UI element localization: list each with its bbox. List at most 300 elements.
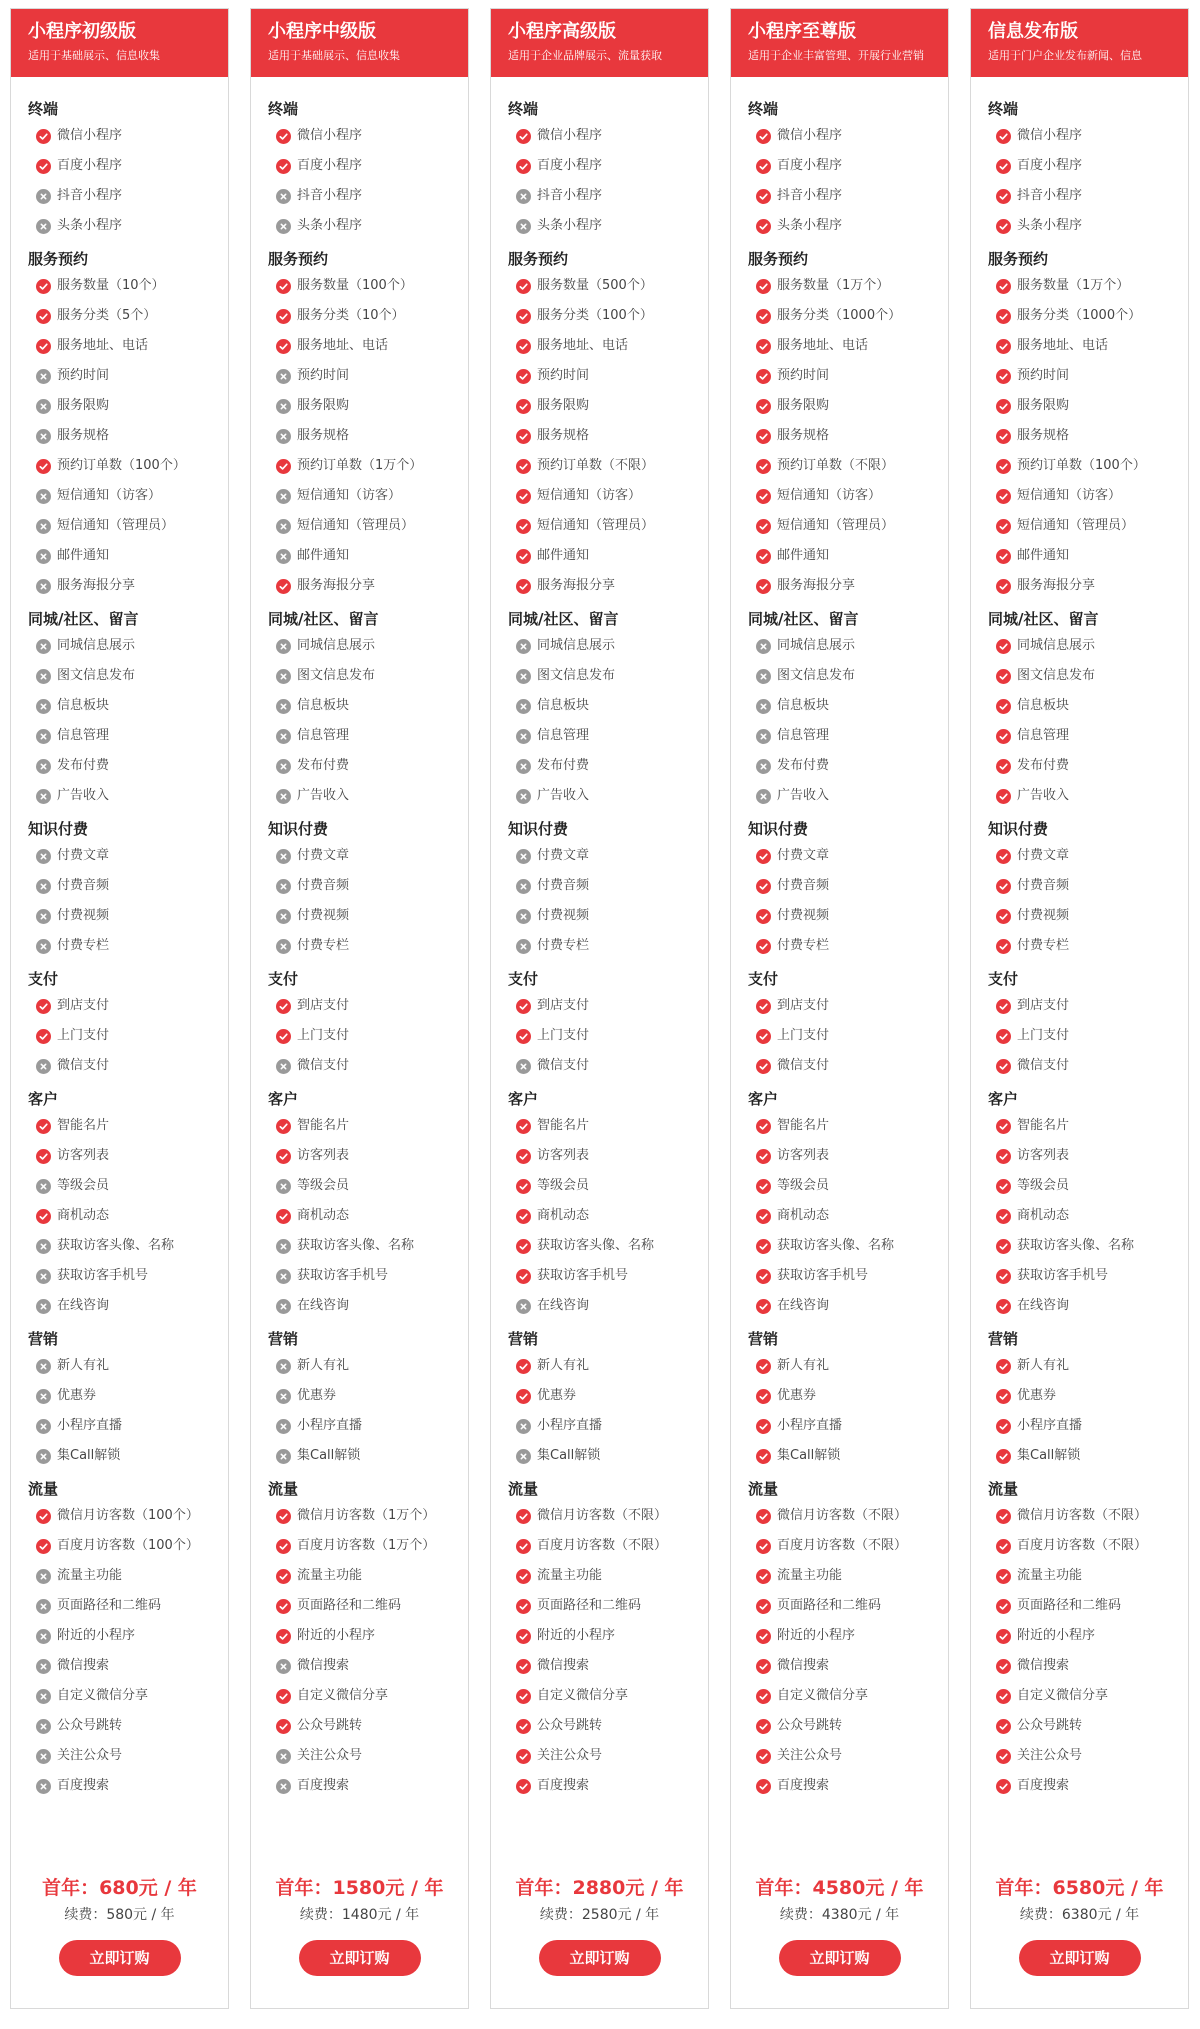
feature-item <box>491 1381 708 1411</box>
section-title: 流量 <box>988 1480 1019 1498</box>
feature-label: 微信支付 <box>537 1058 590 1073</box>
feature-item <box>491 451 708 481</box>
section-title: 服务预约 <box>748 250 809 268</box>
feature-item <box>731 1531 948 1561</box>
feature-label: 关注公众号 <box>537 1748 603 1763</box>
check-icon <box>516 1119 531 1134</box>
feature-item <box>491 271 708 301</box>
feature-item <box>971 1111 1188 1141</box>
feature-label: 信息管理 <box>1017 728 1070 743</box>
cross-icon <box>36 1179 51 1194</box>
plan-subtitle: 适用于门户企业发布新闻、信息 <box>988 49 1142 62</box>
feature-item <box>731 1591 948 1621</box>
feature-item <box>971 901 1188 931</box>
feature-item <box>971 1441 1188 1471</box>
feature-label: 小程序直播 <box>297 1418 363 1433</box>
feature-item <box>971 151 1188 181</box>
feature-label: 新人有礼 <box>57 1358 110 1373</box>
feature-label: 集Call解锁 <box>57 1448 121 1463</box>
section-title: 同城/社区、留言 <box>268 610 379 628</box>
check-icon <box>756 1239 771 1254</box>
feature-label: 抖音小程序 <box>297 188 363 203</box>
check-icon <box>276 1569 291 1584</box>
check-icon <box>756 459 771 474</box>
feature-item <box>731 121 948 151</box>
feature-label: 微信月访客数（不限） <box>537 1508 668 1523</box>
feature-item <box>731 211 948 241</box>
feature-label: 图文信息发布 <box>1017 668 1096 683</box>
feature-item <box>731 1171 948 1201</box>
feature-label: 服务地址、电话 <box>297 338 389 353</box>
cross-icon <box>36 1239 51 1254</box>
check-icon <box>996 189 1011 204</box>
feature-label: 信息板块 <box>57 698 110 713</box>
check-icon <box>516 1659 531 1674</box>
feature-item <box>11 1201 228 1231</box>
feature-label: 访客列表 <box>537 1148 590 1163</box>
feature-item <box>491 1141 708 1171</box>
feature-label: 到店支付 <box>777 998 830 1013</box>
feature-item <box>971 1411 1188 1441</box>
section-title: 客户 <box>988 1090 1019 1108</box>
feature-item <box>491 1111 708 1141</box>
feature-label: 自定义微信分享 <box>1017 1688 1109 1703</box>
feature-label: 微信搜索 <box>537 1658 590 1673</box>
cross-icon <box>36 429 51 444</box>
check-icon <box>276 1209 291 1224</box>
plan-header <box>11 9 228 77</box>
feature-item <box>11 871 228 901</box>
feature-item <box>491 1561 708 1591</box>
feature-label: 微信搜索 <box>297 1658 350 1673</box>
plan-card <box>490 8 709 2009</box>
buy-now-button[interactable]: 立即订购 <box>59 1940 181 1976</box>
cross-icon <box>36 1569 51 1584</box>
feature-label: 百度搜索 <box>537 1778 590 1793</box>
feature-item <box>731 571 948 601</box>
check-icon <box>516 339 531 354</box>
feature-item <box>491 991 708 1021</box>
feature-label: 流量主功能 <box>57 1568 123 1583</box>
feature-item <box>971 841 1188 871</box>
feature-item <box>731 691 948 721</box>
check-icon <box>516 1269 531 1284</box>
check-icon <box>996 1509 1011 1524</box>
feature-item <box>731 991 948 1021</box>
feature-item <box>491 901 708 931</box>
cross-icon <box>276 1239 291 1254</box>
cross-icon <box>516 1299 531 1314</box>
feature-item <box>491 1261 708 1291</box>
cross-icon <box>276 219 291 234</box>
section-title: 终端 <box>28 100 59 118</box>
section-title: 服务预约 <box>988 250 1049 268</box>
feature-item <box>971 781 1188 811</box>
feature-label: 微信小程序 <box>57 128 123 143</box>
check-icon <box>996 399 1011 414</box>
feature-item <box>971 511 1188 541</box>
feature-item <box>971 1591 1188 1621</box>
feature-item <box>251 1561 468 1591</box>
check-icon <box>516 429 531 444</box>
feature-item <box>731 1561 948 1591</box>
cross-icon <box>516 789 531 804</box>
feature-item <box>971 1501 1188 1531</box>
section-title: 客户 <box>508 1090 539 1108</box>
feature-label: 关注公众号 <box>1017 1748 1083 1763</box>
renewal-price: 续费：580元 / 年 <box>64 1907 175 1923</box>
feature-label: 服务地址、电话 <box>1017 338 1109 353</box>
feature-label: 付费文章 <box>297 848 350 863</box>
feature-label: 服务数量（1万个） <box>1017 278 1130 293</box>
cross-icon <box>276 399 291 414</box>
plan-subtitle: 适用于企业丰富管理、开展行业营销 <box>748 49 924 62</box>
feature-label: 百度月访客数（不限） <box>537 1538 668 1553</box>
feature-label: 短信通知（管理员） <box>777 518 895 533</box>
feature-label: 自定义微信分享 <box>297 1688 389 1703</box>
cross-icon <box>276 699 291 714</box>
feature-item <box>971 1531 1188 1561</box>
feature-label: 流量主功能 <box>537 1568 603 1583</box>
feature-item <box>251 1381 468 1411</box>
feature-label: 公众号跳转 <box>777 1718 843 1733</box>
feature-label: 同城信息展示 <box>57 638 136 653</box>
plan-title: 小程序至尊版 <box>748 21 856 42</box>
section-title: 客户 <box>268 1090 299 1108</box>
feature-label: 自定义微信分享 <box>57 1688 149 1703</box>
cross-icon <box>276 1359 291 1374</box>
feature-label: 页面路径和二维码 <box>57 1598 162 1613</box>
feature-label: 访客列表 <box>1017 1148 1070 1163</box>
check-icon <box>756 909 771 924</box>
buy-now-button[interactable]: 立即订购 <box>299 1940 421 1976</box>
feature-label: 付费文章 <box>57 848 110 863</box>
check-icon <box>996 1179 1011 1194</box>
feature-item <box>971 871 1188 901</box>
check-icon <box>516 399 531 414</box>
feature-label: 服务地址、电话 <box>57 338 149 353</box>
section-title: 终端 <box>988 100 1019 118</box>
check-icon <box>516 159 531 174</box>
feature-item <box>11 1141 228 1171</box>
feature-item <box>251 451 468 481</box>
section-title: 知识付费 <box>508 820 569 838</box>
feature-item <box>11 1021 228 1051</box>
feature-label: 微信搜索 <box>777 1658 830 1673</box>
feature-label: 服务限购 <box>57 398 110 413</box>
feature-item <box>731 1741 948 1771</box>
feature-label: 微信月访客数（1万个） <box>297 1508 436 1523</box>
feature-item <box>491 151 708 181</box>
feature-item <box>11 1621 228 1651</box>
feature-item <box>11 1711 228 1741</box>
feature-item <box>491 781 708 811</box>
cross-icon <box>36 1659 51 1674</box>
feature-item <box>971 301 1188 331</box>
feature-label: 图文信息发布 <box>57 668 136 683</box>
feature-item <box>971 1621 1188 1651</box>
feature-item <box>731 1441 948 1471</box>
feature-label: 关注公众号 <box>57 1748 123 1763</box>
feature-label: 小程序直播 <box>537 1418 603 1433</box>
section-title: 流量 <box>748 1480 779 1498</box>
cross-icon <box>516 1419 531 1434</box>
feature-sections <box>11 77 228 1801</box>
feature-item <box>11 211 228 241</box>
feature-item <box>491 541 708 571</box>
cross-icon <box>36 759 51 774</box>
plan-subtitle: 适用于企业品牌展示、流量获取 <box>508 49 662 62</box>
feature-label: 百度小程序 <box>777 158 843 173</box>
feature-label: 预约订单数（100个） <box>1017 458 1146 473</box>
feature-label: 附近的小程序 <box>777 1628 856 1643</box>
feature-label: 访客列表 <box>777 1148 830 1163</box>
feature-item <box>731 931 948 961</box>
feature-label: 微信小程序 <box>537 128 603 143</box>
cross-icon <box>36 549 51 564</box>
feature-label: 在线咨询 <box>1017 1298 1070 1313</box>
feature-item <box>731 661 948 691</box>
feature-item <box>251 541 468 571</box>
feature-item <box>491 391 708 421</box>
feature-item <box>971 421 1188 451</box>
feature-item <box>11 541 228 571</box>
feature-label: 头条小程序 <box>297 218 363 233</box>
feature-item <box>971 1651 1188 1681</box>
feature-item <box>971 1771 1188 1801</box>
feature-item <box>251 571 468 601</box>
feature-label: 头条小程序 <box>1017 218 1083 233</box>
feature-item <box>971 1351 1188 1381</box>
feature-item <box>491 1171 708 1201</box>
feature-label: 付费专栏 <box>1017 938 1070 953</box>
feature-item <box>971 1261 1188 1291</box>
feature-label: 百度月访客数（100个） <box>57 1538 199 1553</box>
section-title: 流量 <box>28 1480 59 1498</box>
feature-item <box>491 751 708 781</box>
feature-item <box>971 451 1188 481</box>
feature-label: 获取访客手机号 <box>297 1268 389 1283</box>
feature-label: 付费音频 <box>777 878 830 893</box>
feature-label: 服务数量（100个） <box>297 278 413 293</box>
section-title: 知识付费 <box>748 820 809 838</box>
feature-label: 广告收入 <box>1017 788 1070 803</box>
feature-label: 智能名片 <box>1017 1118 1070 1133</box>
check-icon <box>516 1179 531 1194</box>
feature-item <box>11 1441 228 1471</box>
cross-icon <box>756 639 771 654</box>
feature-label: 抖音小程序 <box>1017 188 1083 203</box>
plan-card <box>970 8 1189 2009</box>
feature-label: 附近的小程序 <box>297 1628 376 1643</box>
feature-label: 预约订单数（100个） <box>57 458 186 473</box>
feature-label: 服务数量（500个） <box>537 278 653 293</box>
check-icon <box>756 849 771 864</box>
feature-item <box>731 631 948 661</box>
check-icon <box>996 879 1011 894</box>
check-icon <box>36 1509 51 1524</box>
check-icon <box>756 369 771 384</box>
check-icon <box>756 279 771 294</box>
check-icon <box>516 1629 531 1644</box>
cross-icon <box>276 879 291 894</box>
check-icon <box>996 669 1011 684</box>
check-icon <box>756 939 771 954</box>
feature-item <box>491 1021 708 1051</box>
feature-sections <box>971 77 1188 1801</box>
feature-item <box>731 901 948 931</box>
feature-label: 上门支付 <box>297 1028 350 1043</box>
feature-label: 自定义微信分享 <box>777 1688 869 1703</box>
check-icon <box>996 429 1011 444</box>
feature-item <box>731 451 948 481</box>
feature-item <box>251 1261 468 1291</box>
plan-title: 信息发布版 <box>988 21 1078 42</box>
feature-item <box>11 571 228 601</box>
cross-icon <box>276 1299 291 1314</box>
cross-icon <box>36 399 51 414</box>
feature-label: 服务地址、电话 <box>777 338 869 353</box>
cross-icon <box>276 549 291 564</box>
check-icon <box>996 909 1011 924</box>
feature-item <box>731 721 948 751</box>
check-icon <box>996 1239 1011 1254</box>
check-icon <box>756 1119 771 1134</box>
check-icon <box>996 1359 1011 1374</box>
first-year-price: 首年：4580元 / 年 <box>755 1877 924 1899</box>
feature-item <box>251 1681 468 1711</box>
feature-item <box>251 151 468 181</box>
feature-label: 百度月访客数（不限） <box>1017 1538 1148 1553</box>
feature-item <box>731 301 948 331</box>
feature-item <box>11 751 228 781</box>
feature-item <box>251 1501 468 1531</box>
feature-label: 付费音频 <box>537 878 590 893</box>
feature-label: 百度小程序 <box>57 158 123 173</box>
feature-label: 付费专栏 <box>777 938 830 953</box>
cross-icon <box>36 849 51 864</box>
check-icon <box>756 1029 771 1044</box>
feature-item <box>491 1231 708 1261</box>
feature-item <box>731 1681 948 1711</box>
check-icon <box>996 1209 1011 1224</box>
cross-icon <box>516 759 531 774</box>
check-icon <box>756 1689 771 1704</box>
check-icon <box>996 1659 1011 1674</box>
buy-now-button[interactable]: 立即订购 <box>1019 1940 1141 1976</box>
feature-label: 微信支付 <box>297 1058 350 1073</box>
buy-now-button[interactable]: 立即订购 <box>539 1940 661 1976</box>
feature-item <box>11 1501 228 1531</box>
feature-label: 付费视频 <box>57 908 110 923</box>
feature-label: 服务规格 <box>777 428 830 443</box>
feature-label: 付费视频 <box>297 908 350 923</box>
check-icon <box>36 1119 51 1134</box>
check-icon <box>516 1569 531 1584</box>
cross-icon <box>36 1059 51 1074</box>
cross-icon <box>516 219 531 234</box>
feature-item <box>11 1411 228 1441</box>
feature-item <box>11 301 228 331</box>
feature-label: 等级会员 <box>1017 1178 1070 1193</box>
feature-item <box>491 331 708 361</box>
section-title: 客户 <box>28 1090 59 1108</box>
feature-label: 百度搜索 <box>777 1778 830 1793</box>
check-icon <box>756 1509 771 1524</box>
feature-item <box>971 271 1188 301</box>
check-icon <box>756 1059 771 1074</box>
renewal-price: 续费：2580元 / 年 <box>539 1907 660 1923</box>
feature-item <box>11 1261 228 1291</box>
feature-item <box>11 1231 228 1261</box>
feature-item <box>251 1201 468 1231</box>
section-title: 支付 <box>268 970 299 988</box>
feature-label: 付费专栏 <box>537 938 590 953</box>
renewal-price: 续费：1480元 / 年 <box>299 1907 420 1923</box>
feature-item <box>491 121 708 151</box>
feature-item <box>971 1021 1188 1051</box>
feature-label: 附近的小程序 <box>57 1628 136 1643</box>
price-block <box>11 1874 228 1976</box>
check-icon <box>756 399 771 414</box>
cross-icon <box>276 519 291 534</box>
feature-item <box>731 841 948 871</box>
check-icon <box>756 519 771 534</box>
check-icon <box>996 1749 1011 1764</box>
feature-label: 头条小程序 <box>537 218 603 233</box>
feature-item <box>491 1651 708 1681</box>
feature-item <box>11 721 228 751</box>
feature-label: 信息板块 <box>297 698 350 713</box>
check-icon <box>756 219 771 234</box>
check-icon <box>996 219 1011 234</box>
check-icon <box>276 459 291 474</box>
cross-icon <box>36 1269 51 1284</box>
feature-label: 发布付费 <box>1017 758 1070 773</box>
feature-label: 微信小程序 <box>1017 128 1083 143</box>
cross-icon <box>516 699 531 714</box>
plan-card <box>730 8 949 2009</box>
cross-icon <box>276 1749 291 1764</box>
check-icon <box>276 579 291 594</box>
buy-now-button[interactable]: 立即订购 <box>779 1940 901 1976</box>
check-icon <box>36 159 51 174</box>
feature-label: 服务限购 <box>297 398 350 413</box>
feature-item <box>731 1411 948 1441</box>
feature-item <box>971 361 1188 391</box>
section-title: 终端 <box>268 100 299 118</box>
feature-item <box>11 451 228 481</box>
feature-item <box>491 871 708 901</box>
price-block <box>491 1874 708 1976</box>
check-icon <box>996 1419 1011 1434</box>
cross-icon <box>516 939 531 954</box>
check-icon <box>516 489 531 504</box>
feature-label: 服务规格 <box>297 428 350 443</box>
check-icon <box>996 789 1011 804</box>
feature-item <box>11 151 228 181</box>
feature-sections <box>251 77 468 1801</box>
cross-icon <box>516 189 531 204</box>
feature-label: 信息管理 <box>537 728 590 743</box>
feature-item <box>251 1531 468 1561</box>
check-icon <box>996 759 1011 774</box>
cross-icon <box>36 1449 51 1464</box>
feature-item <box>11 631 228 661</box>
check-icon <box>36 309 51 324</box>
feature-label: 信息管理 <box>777 728 830 743</box>
feature-item <box>251 901 468 931</box>
